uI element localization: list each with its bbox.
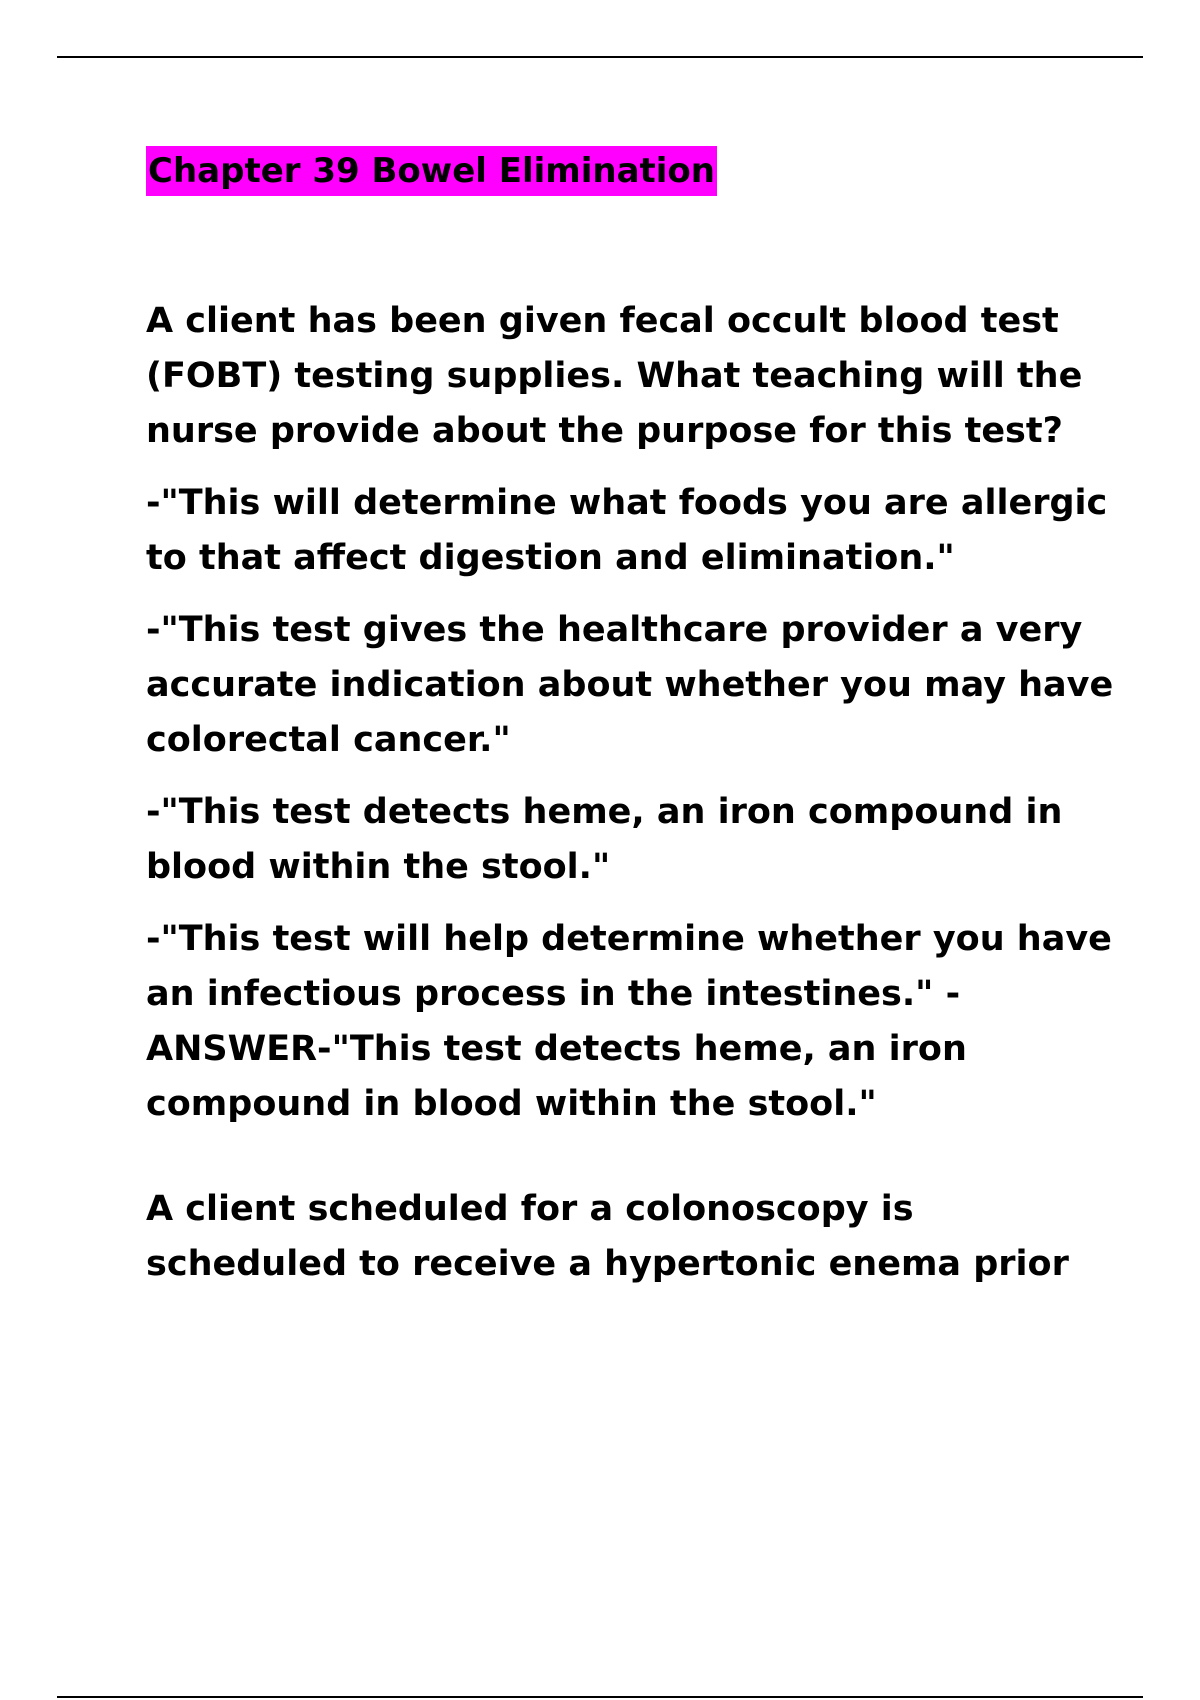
answer-option-1: -"This will determine what foods you are allergic to that affect digestion and elimination." xyxy=(146,483,1108,578)
question-text: A client has been given fecal occult blood test (FOBT) testing supplies. What teaching will the nurse provide about the purpose for this test? xyxy=(146,301,1083,451)
bottom-rule xyxy=(57,1696,1143,1698)
page-content xyxy=(146,146,1126,1309)
question-text: A client scheduled for a colonoscopy is scheduled to receive a hypertonic enema prior xyxy=(146,1189,1069,1284)
top-rule xyxy=(57,56,1143,58)
answer-option-3: -"This test detects heme, an iron compound in blood within the stool." xyxy=(146,792,1063,887)
question-block-1 xyxy=(146,294,1126,1132)
answer-option-4-with-answer: -"This test will help determine whether you have an infectious process in the intestines." - ANSWER-"This test detects heme, an iron compound in blood within the stool." xyxy=(146,919,1112,1124)
question-block-2 xyxy=(146,1182,1126,1292)
chapter-title: Chapter 39 Bowel Elimination xyxy=(146,146,717,196)
answer-option-2: -"This test gives the healthcare provider a very accurate indication about whether you may have colorectal cancer." xyxy=(146,610,1114,760)
